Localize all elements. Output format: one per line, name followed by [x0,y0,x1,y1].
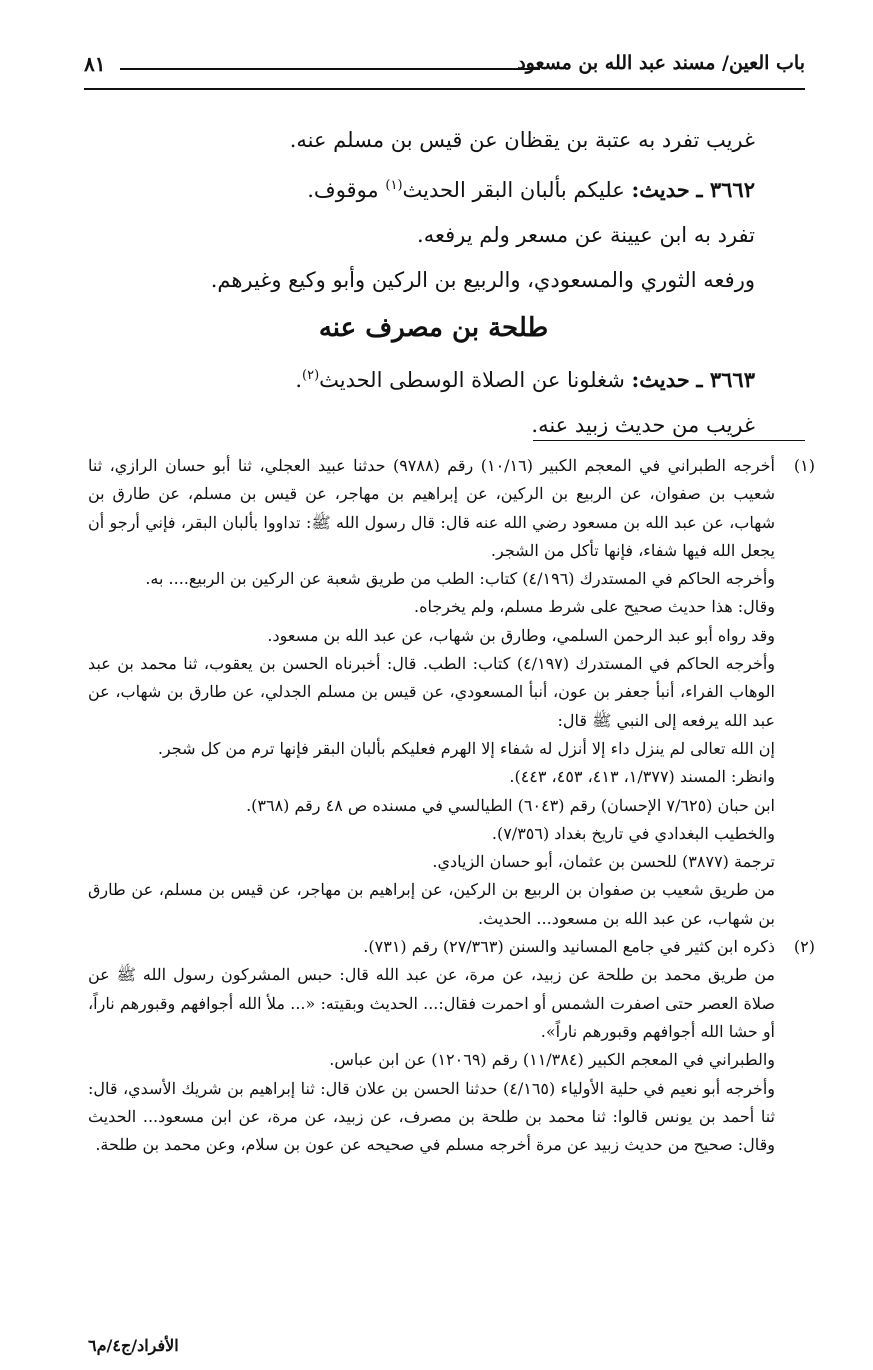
hadith-text: شغلونا عن الصلاة الوسطى الحديث [319,368,625,392]
footnote-ref: (٢) [302,368,320,383]
page-header [84,52,805,92]
text-line: ورفعه الثوري والمسعودي، والربيع بن الركين وأبو وكيع وغيرهم. [210,268,755,292]
footnote-paragraph: وأخرجه أبو نعيم في حلية الأولياء (٤/١٦٥) حدثنا الحسن بن علان قال: ثنا إبراهيم بن شريك الأسدي، قال: ثنا أحمد بن يونس قالوا: ثنا محمد بن طلحة بن مصرف، عن زبيد، عن مرة، عن ابن مسعود... الحديث وقال: صحيح من حديث زبيد عن مرة أخرجه مسلم في صحيحه عن عون بن سلام، وعن محمد بن طلحة. [88,1078,775,1155]
hadith-number: ٣٦٦٣ ـ [696,367,755,392]
footnote-paragraph: من طريق شعيب بن صفوان بن الربيع بن الركين، عن إبراهيم بن مهاجر، عن قيس بن مسلم، عن طارق بن شهاب، عن عبد الله بن مسعود... الحديث. [88,880,775,928]
hadith-tail: موقوف. [307,178,379,202]
footnote-mark: (٢) [793,937,815,957]
footnote-separator [533,440,805,441]
footnote-mark: (١) [793,456,815,475]
hadith-keyword: حديث: [631,177,690,202]
signature-mark: الأفراد/ج٤/م٦ [88,1336,179,1355]
footnote-paragraph: أخرجه الطبراني في المعجم الكبير (١٠/١٦) رقم (٩٧٨٨) حدثنا عبيد العجلي، ثنا أبو حسان الرازي، ثنا شعيب بن صفوان، عن الربيع بن الركين، عن إبراهيم بن مهاجر، عن قيس بن مسلم، عن طارق بن شهاب، عن عبد الله بن مسعود رضي الله عنه قال: قال رسول الله ﷺ: تداووا بألبان البقر، فإني أرجو أن يجعل الله فيها شفاء، فإنها تأكل من الشجر. [88,456,776,560]
footnote-paragraph: وأخرجه الحاكم في المستدرك (٤/١٩٦) كتاب: الطب من طريق شعبة عن الركين بن الربيع.... به. [145,569,775,589]
footnote-2 [88,933,815,1159]
running-title: باب العين/ مسند عبد الله بن مسعود [517,52,805,74]
footnote-ref: (١) [385,178,403,193]
footnote-paragraph: إن الله تعالى لم ينزل داء إلا أنزل له شفاء إلا الهرم فعليكم بألبان البقر فإنها ترم من كل شجر. [157,738,775,758]
hadith-tail: . [295,368,302,392]
text-line: تفرد به ابن عيينة عن مسعر ولم يرفعه. [417,223,755,247]
page-number: ٨١ [84,52,106,76]
header-rule [84,88,805,90]
hadith-number: ٣٦٦٢ ـ [696,177,755,202]
section-heading: طلحة بن مصرف عنه [318,313,549,343]
footnote-paragraph: ذكره ابن كثير في جامع المسانيد والسنن (٢٧/٣٦٣) رقم (٧٣١). [363,937,775,957]
footnote-paragraph: والخطيب البغدادي في تاريخ بغداد (٧/٣٥٦). [491,823,775,843]
text-line: غريب من حديث زبيد عنه. [531,413,755,437]
hadith-keyword: حديث: [631,367,690,392]
footnotes [88,452,815,1159]
footnote-paragraph: من طريق محمد بن طلحة عن زبيد، عن مرة، عن عبد الله قال: حبس المشركون رسول الله ﷺ عن صلاة العصر حتى اصفرت الشمس أو احمرت فقال:... الحديث وبقيته: «... ملأ الله أجوافهم وقبورهم ناراً، أو حشا الله أجوافهم وقبورهم ناراً». [88,965,775,1041]
footnote-paragraph: ابن حبان (٧/٦٢٥ الإحسان) رقم (٦٠٤٣) الطيالسي في مسنده ص ٤٨ رقم (٣٦٨). [246,795,775,815]
footnote-paragraph: وقد رواه أبو عبد الرحمن السلمي، وطارق بن شهاب، عن عبد الله بن مسعود. [267,625,775,645]
header-dash-line [120,68,540,70]
hadith-entry-3662 [112,163,755,213]
footnote-paragraph: وأخرجه الحاكم في المستدرك (٤/١٩٧) كتاب: الطب. قال: أخبرناه الحسن بن يعقوب، ثنا محمد بن عبد الوهاب الفراء، أنبأ جعفر بن عون، أنبأ المسعودي، عن قيس بن مسلم الجدلي، عن طارق بن شهاب، عن عبد الله يرفعه إلى النبي ﷺ قال: [88,654,776,730]
hadith-entry-3663 [112,353,755,403]
footnote-1 [88,452,815,933]
footnote-paragraph: وانظر: المسند (١/٣٧٧، ٤١٣، ٤٥٣، ٤٤٣). [509,767,775,787]
footnote-paragraph: ترجمة (٣٨٧٧) للحسن بن عثمان، أبو حسان الزيادي. [432,852,775,872]
hadith-text: عليكم بألبان البقر الحديث [402,178,625,202]
footnote-paragraph: وقال: هذا حديث صحيح على شرط مسلم، ولم يخرجاه. [413,597,775,617]
footnote-paragraph: والطبراني في المعجم الكبير (١١/٣٨٤) رقم (١٢٠٦٩) عن ابن عباس. [329,1050,775,1070]
text-line: غريب تفرد به عتبة بن يقظان عن قيس بن مسلم عنه. [289,128,755,152]
main-text [112,118,755,448]
